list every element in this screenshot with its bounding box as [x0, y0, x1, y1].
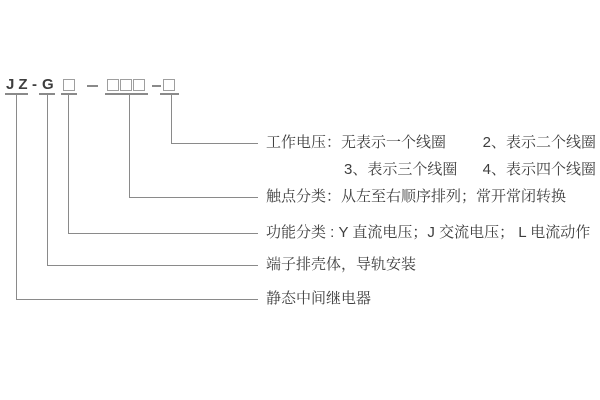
label-working-voltage-row2-right: 4、表示四个线圈 — [482, 161, 596, 178]
tick-underline-contact — [105, 93, 148, 95]
dash-separator-icon — [87, 85, 98, 87]
tick-underline-function — [61, 93, 77, 95]
leader-line-function — [68, 95, 69, 234]
label-working-voltage-row2-left: 3、表示三个线圈 — [344, 161, 458, 178]
leader-line-housing — [47, 95, 48, 266]
model-series-text: JZ — [6, 76, 32, 93]
leader-line-housing-horizontal — [47, 265, 258, 266]
placeholder-box-contact-2 — [120, 79, 132, 91]
placeholder-box-voltage — [163, 79, 175, 91]
label-working-voltage-row1-right: 2、表示二个线圈 — [482, 134, 596, 151]
placeholder-box-contact-1 — [107, 79, 119, 91]
dash-separator-icon — [152, 85, 161, 87]
model-hyphen-text: - — [32, 76, 37, 93]
leader-line-function-horizontal — [68, 233, 258, 234]
leader-line-voltage — [171, 95, 172, 144]
leader-line-product-type-horizontal — [16, 299, 258, 300]
label-function-classification: 功能分类 : Y 直流电压；J 交流电压； L 电流动作 — [266, 224, 591, 241]
model-type-letter: G — [42, 76, 54, 93]
placeholder-box-function — [63, 79, 75, 91]
label-contact-classification: 触点分类：从左至右顺序排列；常开常闭转换 — [266, 188, 567, 205]
tick-underline-voltage — [160, 93, 179, 95]
leader-line-product-type — [16, 95, 17, 300]
label-working-voltage-row1-left: 工作电压：无表示一个线圈 — [266, 134, 447, 151]
leader-line-contact-horizontal — [129, 197, 258, 198]
leader-line-contact — [129, 95, 130, 198]
label-product-type: 静态中间继电器 — [266, 290, 372, 307]
placeholder-box-contact-3 — [133, 79, 145, 91]
leader-line-voltage-horizontal — [171, 143, 258, 144]
label-housing: 端子排壳体，导轨安装 — [266, 256, 417, 273]
